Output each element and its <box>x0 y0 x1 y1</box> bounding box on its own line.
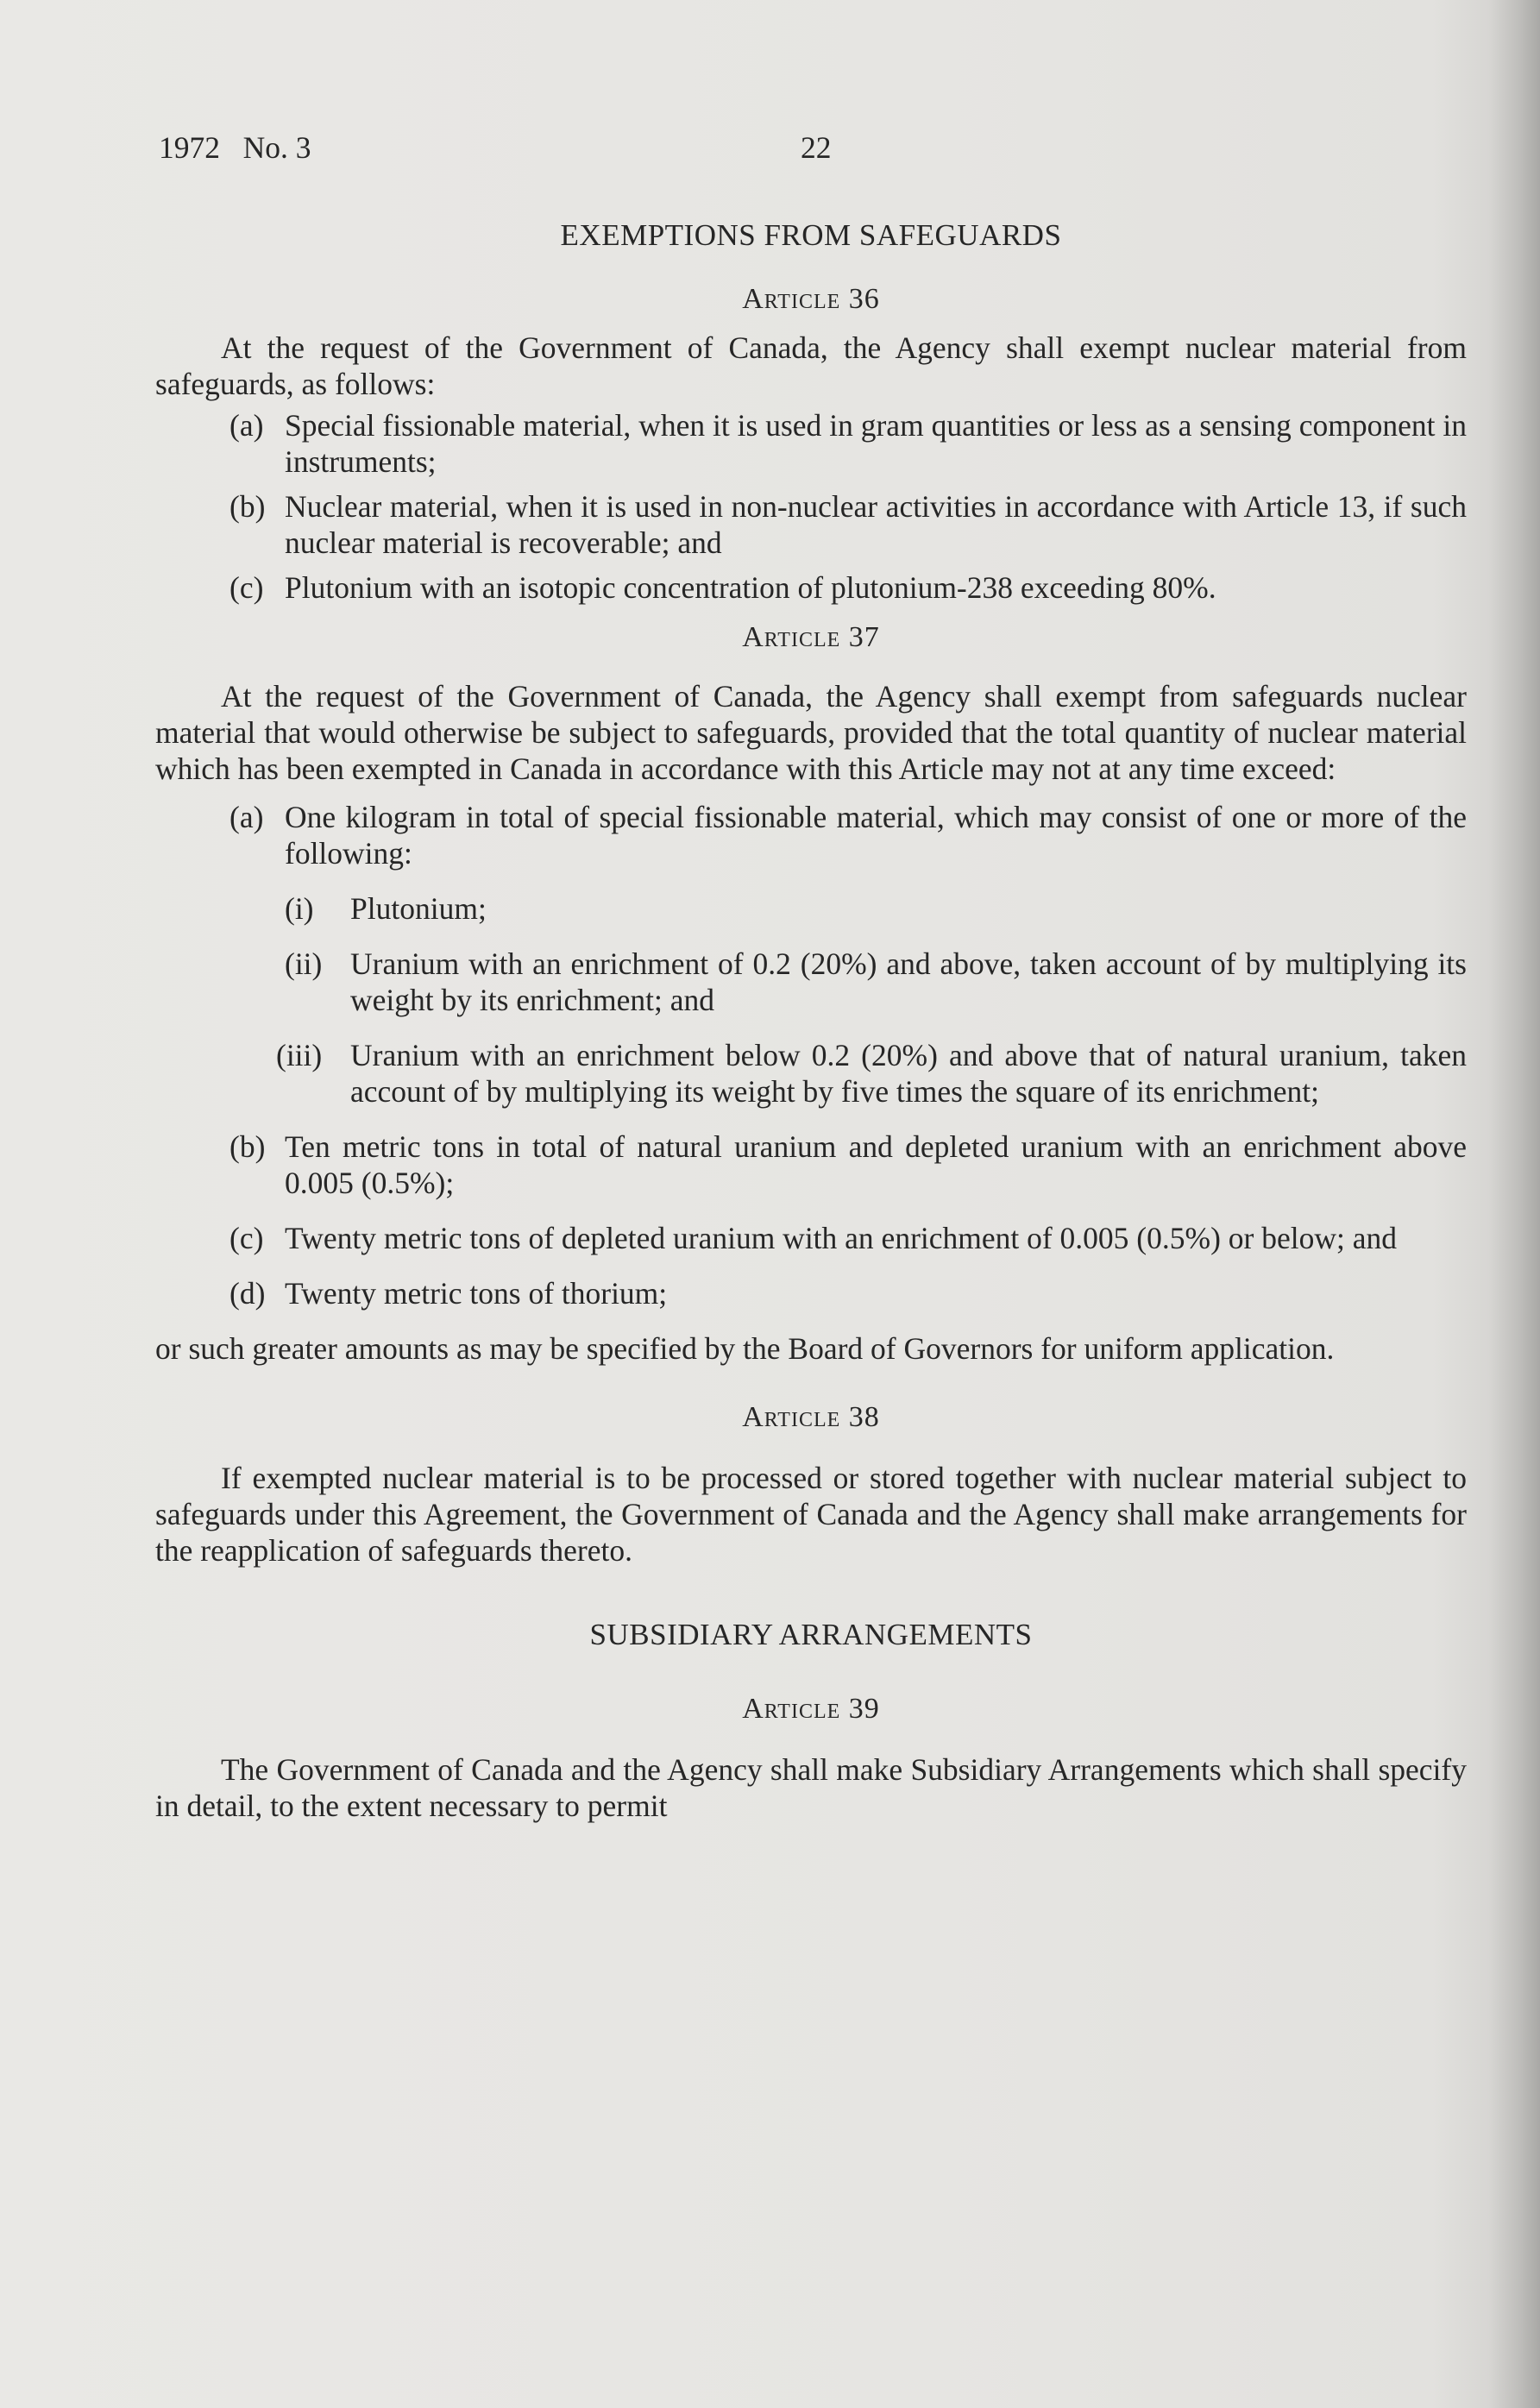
article-36-item-c <box>155 569 1467 606</box>
article-38-heading: Article 38 <box>742 1401 880 1433</box>
subitem-label: (iii) <box>276 1038 323 1072</box>
running-header <box>155 129 1467 173</box>
article-37-item-d <box>155 1275 1467 1311</box>
item-text: Twenty metric tons of thorium; <box>285 1276 668 1311</box>
article-37-intro: At the request of the Government of Canada, the Agency shall exempt from safeguards nuclear material that would otherwise be subject to safeguards, provided that the total quantity of nuclear material which has been exempted in Canada in accordance with this Article may not at any time exceed: <box>155 679 1467 786</box>
article-36-item-b <box>155 488 1467 561</box>
article-37-heading: Article 37 <box>742 621 880 653</box>
article-36-intro: At the request of the Government of Canada, the Agency shall exempt nuclear material from safeguards, as follows: <box>155 330 1467 401</box>
page-number: 22 <box>801 130 832 165</box>
subitem-label: (i) <box>285 891 314 926</box>
page-binding-shadow <box>1488 0 1540 2408</box>
article-37-closing: or such greater amounts as may be specified by the Board of Governors for uniform application. <box>155 1331 1335 1366</box>
item-label: (b) <box>229 1129 266 1164</box>
subitem-text: Uranium with an enrichment below 0.2 (20%) and above that of natural uranium, taken account of by multiplying its weight by five times the square of its enrichment; <box>350 1038 1467 1109</box>
page-content <box>155 129 1467 1824</box>
item-text: One kilogram in total of special fissionable material, which may consist of one or more of the following: <box>285 800 1467 871</box>
article-37-item-c <box>155 1220 1467 1256</box>
section-title-exemptions: EXEMPTIONS FROM SAFEGUARDS <box>560 218 1062 252</box>
item-text: Twenty metric tons of depleted uranium with an enrichment of 0.005 (0.5%) or below; and <box>285 1221 1397 1255</box>
article-36-heading: Article 36 <box>742 283 880 315</box>
item-label: (a) <box>229 408 264 443</box>
article-39-text: The Government of Canada and the Agency shall make Subsidiary Arrangements which shall specify in detail, to the extent necessary to permit <box>155 1752 1467 1823</box>
item-label: (b) <box>229 489 266 524</box>
subitem-label: (ii) <box>285 946 323 981</box>
item-text: Plutonium with an isotopic concentration of plutonium-238 exceeding 80%. <box>285 570 1216 605</box>
header-year-number: 1972 No. 3 <box>159 130 311 165</box>
item-text: Special fissionable material, when it is used in gram quantities or less as a sensing component in instruments; <box>285 408 1467 479</box>
item-label: (a) <box>229 800 264 834</box>
item-text: Ten metric tons in total of natural uranium and depleted uranium with an enrichment above 0.005 (0.5%); <box>285 1129 1467 1200</box>
article-36-item-a <box>155 407 1467 480</box>
item-text: Nuclear material, when it is used in non-nuclear activities in accordance with Article 13, if such nuclear material is recoverable; and <box>285 489 1467 560</box>
section-title-subsidiary: SUBSIDIARY ARRANGEMENTS <box>589 1618 1033 1651</box>
item-label: (c) <box>229 1221 264 1255</box>
item-label: (d) <box>229 1276 266 1311</box>
article-37-subitem-i <box>155 890 1467 927</box>
article-38-text: If exempted nuclear material is to be processed or stored together with nuclear material subject to safeguards under this Agreement, the Government of Canada and the Agency shall make arrangements for the reapplication of safeguards thereto. <box>155 1461 1467 1568</box>
article-37-subitem-iii <box>155 1037 1467 1110</box>
article-37-subitem-ii <box>155 946 1467 1018</box>
article-37-item-a <box>155 799 1467 871</box>
article-39-heading: Article 39 <box>742 1693 880 1725</box>
subitem-text: Uranium with an enrichment of 0.2 (20%) and above, taken account of by multiplying its weight by its enrichment; and <box>350 946 1467 1017</box>
subitem-text: Plutonium; <box>350 891 487 926</box>
item-label: (c) <box>229 570 264 605</box>
article-37-item-b <box>155 1129 1467 1201</box>
